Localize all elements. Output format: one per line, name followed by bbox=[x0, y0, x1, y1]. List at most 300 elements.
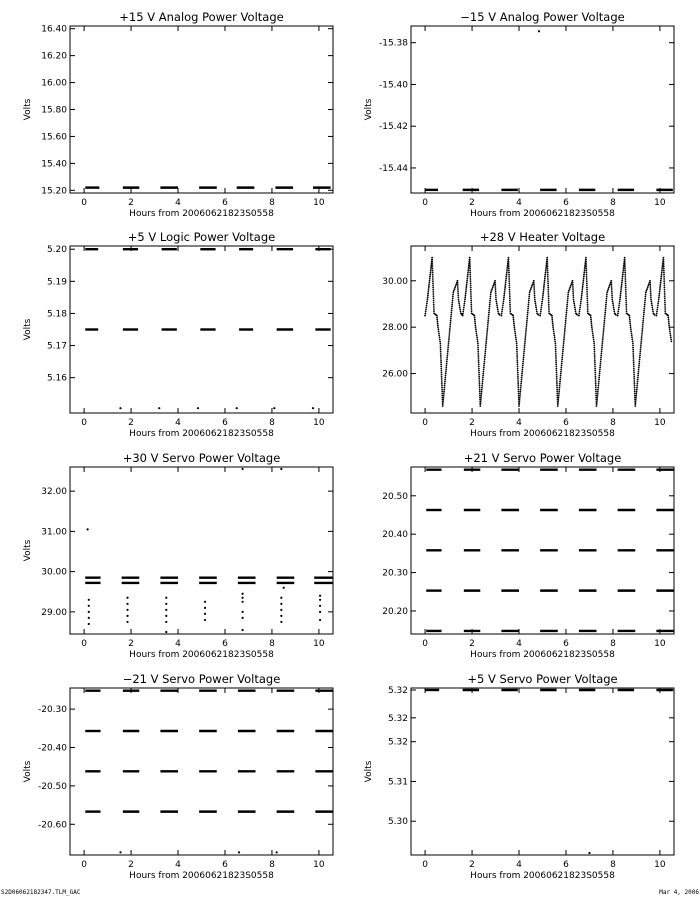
data-point bbox=[559, 381, 561, 383]
data-point bbox=[531, 285, 533, 287]
data-point bbox=[572, 288, 574, 290]
data-point bbox=[516, 359, 518, 361]
data-point bbox=[533, 286, 535, 288]
data-point bbox=[469, 267, 471, 269]
data-point bbox=[664, 310, 666, 312]
data-point bbox=[484, 350, 486, 352]
data-point bbox=[438, 334, 440, 336]
data-point bbox=[637, 377, 639, 379]
data-point bbox=[633, 370, 635, 372]
data-point bbox=[436, 315, 438, 317]
data-point bbox=[426, 300, 428, 302]
data-point bbox=[509, 300, 511, 302]
x-tick-label: 10 bbox=[313, 639, 325, 649]
data-point bbox=[551, 317, 553, 319]
data-point bbox=[604, 312, 606, 314]
data-point bbox=[241, 468, 243, 470]
data-point bbox=[425, 307, 427, 309]
data-point bbox=[578, 315, 580, 317]
data-point bbox=[445, 369, 447, 371]
data-point bbox=[450, 318, 452, 320]
x-tick-label: 4 bbox=[516, 860, 522, 870]
data-point bbox=[572, 296, 574, 298]
data-point bbox=[583, 274, 585, 276]
data-point bbox=[457, 290, 459, 292]
data-point bbox=[508, 282, 510, 284]
data-point bbox=[581, 293, 583, 295]
data-point bbox=[458, 300, 460, 302]
data-point bbox=[638, 365, 640, 367]
x-tick-label: 4 bbox=[175, 198, 181, 208]
data-point bbox=[650, 296, 652, 298]
data-point bbox=[518, 403, 520, 405]
data-point bbox=[631, 332, 633, 334]
data-point bbox=[566, 310, 568, 312]
data-point bbox=[556, 391, 558, 393]
data-point bbox=[663, 276, 665, 278]
y-axis-label: Volts bbox=[23, 760, 33, 783]
data-point bbox=[548, 304, 550, 306]
data-point bbox=[440, 361, 442, 363]
data-point bbox=[440, 345, 442, 347]
data-point bbox=[517, 386, 519, 388]
data-point bbox=[521, 377, 523, 379]
data-point bbox=[431, 263, 433, 265]
data-point bbox=[546, 257, 548, 259]
data-point bbox=[470, 278, 472, 280]
data-point bbox=[555, 357, 557, 359]
y-axis-label: Volts bbox=[364, 760, 374, 783]
data-point bbox=[517, 374, 519, 376]
data-point bbox=[543, 289, 545, 291]
data-point bbox=[446, 356, 448, 358]
data-point bbox=[487, 324, 489, 326]
x-tick-label: 0 bbox=[81, 860, 87, 870]
data-point bbox=[487, 318, 489, 320]
data-point bbox=[495, 290, 497, 292]
data-point bbox=[554, 340, 556, 342]
data-point bbox=[604, 316, 606, 318]
data-point bbox=[650, 298, 652, 300]
y-tick-label: -15.44 bbox=[378, 163, 408, 174]
data-point bbox=[582, 287, 584, 289]
data-point bbox=[547, 272, 549, 274]
data-point bbox=[489, 306, 491, 308]
data-point bbox=[565, 322, 567, 324]
data-point bbox=[441, 382, 443, 384]
y-tick-label: -15.40 bbox=[378, 80, 408, 91]
data-point bbox=[478, 361, 480, 363]
data-point bbox=[509, 304, 511, 306]
data-point bbox=[483, 369, 485, 371]
data-point bbox=[432, 285, 434, 287]
data-point bbox=[515, 340, 517, 342]
data-point bbox=[542, 295, 544, 297]
data-point bbox=[670, 340, 672, 342]
data-point bbox=[547, 289, 549, 291]
data-point bbox=[569, 287, 571, 289]
data-point bbox=[484, 360, 486, 362]
data-point bbox=[165, 597, 167, 599]
data-point bbox=[584, 268, 586, 270]
data-point bbox=[596, 399, 598, 401]
data-point bbox=[624, 267, 626, 269]
data-point bbox=[517, 368, 519, 370]
data-point bbox=[540, 307, 542, 309]
data-point bbox=[523, 356, 525, 358]
data-point bbox=[548, 295, 550, 297]
data-point bbox=[644, 302, 646, 304]
x-tick-label: 10 bbox=[654, 639, 666, 649]
data-point bbox=[664, 300, 666, 302]
data-point bbox=[509, 310, 511, 312]
data-point bbox=[478, 380, 480, 382]
data-point bbox=[563, 344, 565, 346]
data-point bbox=[631, 338, 633, 340]
data-point bbox=[465, 289, 467, 291]
data-point bbox=[440, 359, 442, 361]
data-point bbox=[556, 380, 558, 382]
data-point bbox=[583, 278, 585, 280]
data-point bbox=[319, 619, 321, 621]
data-point bbox=[504, 289, 506, 291]
data-point bbox=[481, 389, 483, 391]
data-point bbox=[535, 306, 537, 308]
data-point bbox=[165, 631, 167, 633]
data-point bbox=[633, 361, 635, 363]
data-point bbox=[661, 268, 663, 270]
x-tick-label: 2 bbox=[128, 418, 134, 428]
data-point bbox=[601, 352, 603, 354]
data-point bbox=[501, 309, 503, 311]
data-point bbox=[517, 363, 519, 365]
data-point bbox=[604, 314, 606, 316]
data-point bbox=[457, 294, 459, 296]
data-point bbox=[582, 281, 584, 283]
data-point bbox=[635, 403, 637, 405]
data-point bbox=[480, 399, 482, 401]
data-point bbox=[660, 283, 662, 285]
data-point bbox=[457, 280, 459, 282]
data-point bbox=[596, 405, 598, 407]
data-point bbox=[432, 267, 434, 269]
data-point bbox=[636, 391, 638, 393]
data-point bbox=[312, 407, 314, 409]
data-point bbox=[663, 263, 665, 265]
data-point bbox=[664, 302, 666, 304]
data-point bbox=[485, 344, 487, 346]
data-point bbox=[606, 294, 608, 296]
y-tick-label: 20.50 bbox=[382, 491, 408, 502]
data-point bbox=[625, 291, 627, 293]
data-point bbox=[542, 297, 544, 299]
data-point bbox=[663, 280, 665, 282]
data-point bbox=[496, 306, 498, 308]
data-point bbox=[438, 332, 440, 334]
data-point bbox=[639, 352, 641, 354]
data-point bbox=[625, 287, 627, 289]
data-point bbox=[497, 308, 499, 310]
data-point bbox=[524, 338, 526, 340]
data-point bbox=[470, 306, 472, 308]
data-point bbox=[442, 401, 444, 403]
data-point bbox=[591, 328, 593, 330]
data-point bbox=[639, 358, 641, 360]
data-point bbox=[656, 309, 658, 311]
data-point bbox=[476, 336, 478, 338]
data-point bbox=[534, 294, 536, 296]
data-point bbox=[438, 330, 440, 332]
data-point bbox=[484, 354, 486, 356]
data-point bbox=[602, 332, 604, 334]
data-point bbox=[645, 294, 647, 296]
data-point bbox=[505, 278, 507, 280]
data-point bbox=[478, 359, 480, 361]
data-point bbox=[505, 276, 507, 278]
data-point bbox=[591, 326, 593, 328]
data-point bbox=[513, 326, 515, 328]
data-point bbox=[440, 370, 442, 372]
data-point bbox=[433, 300, 435, 302]
data-point bbox=[465, 287, 467, 289]
data-point bbox=[555, 361, 557, 363]
data-point bbox=[517, 370, 519, 372]
data-point bbox=[625, 297, 627, 299]
data-point bbox=[623, 268, 625, 270]
data-point bbox=[565, 318, 567, 320]
x-tick-label: 0 bbox=[422, 418, 428, 428]
x-tick-label: 6 bbox=[563, 198, 569, 208]
data-point bbox=[509, 297, 511, 299]
data-point bbox=[639, 360, 641, 362]
data-point bbox=[534, 296, 536, 298]
data-point bbox=[479, 388, 481, 390]
chart-panel bbox=[364, 10, 674, 219]
data-point bbox=[572, 280, 574, 282]
data-point bbox=[519, 395, 521, 397]
data-point bbox=[574, 306, 576, 308]
data-point bbox=[547, 282, 549, 284]
x-tick-label: 8 bbox=[269, 198, 275, 208]
data-point bbox=[470, 295, 472, 297]
data-point bbox=[661, 274, 663, 276]
data-point bbox=[649, 284, 651, 286]
chart-title: +5 V Servo Power Voltage bbox=[467, 672, 618, 686]
data-point bbox=[597, 393, 599, 395]
data-point bbox=[602, 334, 604, 336]
data-point bbox=[452, 296, 454, 298]
data-point bbox=[432, 274, 434, 276]
data-point bbox=[447, 352, 449, 354]
x-tick-label: 2 bbox=[469, 860, 475, 870]
data-point bbox=[478, 374, 480, 376]
data-point bbox=[512, 315, 514, 317]
data-point bbox=[428, 281, 430, 283]
y-tick-label: 5.30 bbox=[387, 817, 408, 828]
data-point bbox=[516, 355, 518, 357]
x-tick-label: 2 bbox=[469, 639, 475, 649]
data-point bbox=[442, 405, 444, 407]
data-point bbox=[592, 336, 594, 338]
data-point bbox=[440, 353, 442, 355]
data-point bbox=[508, 265, 510, 267]
data-point bbox=[445, 371, 447, 373]
data-point bbox=[644, 304, 646, 306]
data-point bbox=[502, 305, 504, 307]
data-point bbox=[450, 314, 452, 316]
data-point bbox=[552, 322, 554, 324]
data-point bbox=[508, 274, 510, 276]
data-point bbox=[506, 270, 508, 272]
data-point bbox=[495, 294, 497, 296]
data-point bbox=[585, 261, 587, 263]
data-point bbox=[633, 380, 635, 382]
data-point bbox=[599, 369, 601, 371]
x-tick-label: 6 bbox=[222, 198, 228, 208]
data-point bbox=[569, 288, 571, 290]
data-point bbox=[437, 320, 439, 322]
data-point bbox=[605, 306, 607, 308]
data-point bbox=[546, 261, 548, 263]
data-point bbox=[586, 287, 588, 289]
data-point bbox=[508, 280, 510, 282]
data-point bbox=[603, 324, 605, 326]
data-point bbox=[659, 291, 661, 293]
data-point bbox=[463, 307, 465, 309]
y-tick-label: 16.00 bbox=[41, 78, 67, 89]
data-point bbox=[462, 313, 464, 315]
data-point bbox=[586, 300, 588, 302]
data-point bbox=[521, 379, 523, 381]
data-point bbox=[424, 315, 426, 317]
data-point bbox=[635, 401, 637, 403]
data-point bbox=[594, 355, 596, 357]
data-point bbox=[440, 363, 442, 365]
data-point bbox=[581, 291, 583, 293]
x-axis-label: Hours from 20060621823S0558 bbox=[470, 871, 615, 881]
data-point bbox=[663, 259, 665, 261]
data-point bbox=[449, 328, 451, 330]
data-point bbox=[427, 291, 429, 293]
data-point bbox=[280, 468, 282, 470]
data-point bbox=[481, 391, 483, 393]
data-point bbox=[442, 399, 444, 401]
data-point bbox=[504, 285, 506, 287]
data-point bbox=[470, 280, 472, 282]
data-point bbox=[593, 338, 595, 340]
data-point bbox=[519, 399, 521, 401]
data-point bbox=[444, 381, 446, 383]
data-point bbox=[476, 332, 478, 334]
data-point bbox=[625, 278, 627, 280]
data-point bbox=[620, 291, 622, 293]
data-point bbox=[467, 274, 469, 276]
data-point bbox=[241, 617, 243, 619]
data-point bbox=[663, 267, 665, 269]
data-point bbox=[273, 407, 275, 409]
data-point bbox=[509, 287, 511, 289]
data-point bbox=[642, 318, 644, 320]
data-point bbox=[481, 387, 483, 389]
data-point bbox=[670, 338, 672, 340]
data-point bbox=[481, 383, 483, 385]
data-point bbox=[625, 302, 627, 304]
data-point bbox=[626, 310, 628, 312]
data-point bbox=[433, 297, 435, 299]
x-tick-label: 10 bbox=[654, 860, 666, 870]
data-point bbox=[508, 261, 510, 263]
data-point bbox=[632, 355, 634, 357]
data-point bbox=[601, 350, 603, 352]
data-point bbox=[593, 345, 595, 347]
data-point bbox=[586, 295, 588, 297]
data-point bbox=[439, 336, 441, 338]
data-point bbox=[475, 330, 477, 332]
data-point bbox=[476, 334, 478, 336]
data-point bbox=[466, 278, 468, 280]
data-point bbox=[471, 308, 473, 310]
data-point bbox=[606, 298, 608, 300]
data-point bbox=[495, 298, 497, 300]
x-tick-label: 0 bbox=[422, 198, 428, 208]
y-tick-label: -20.40 bbox=[37, 743, 67, 754]
data-point bbox=[517, 388, 519, 390]
data-point bbox=[432, 289, 434, 291]
data-point bbox=[591, 324, 593, 326]
data-point bbox=[204, 613, 206, 615]
data-point bbox=[440, 351, 442, 353]
data-point bbox=[446, 358, 448, 360]
chart-title: −21 V Servo Power Voltage bbox=[122, 672, 281, 686]
data-point bbox=[480, 401, 482, 403]
data-point bbox=[563, 334, 565, 336]
x-tick-label: 4 bbox=[175, 418, 181, 428]
data-point bbox=[551, 319, 553, 321]
data-point bbox=[440, 355, 442, 357]
data-point bbox=[637, 379, 639, 381]
data-point bbox=[440, 365, 442, 367]
data-point bbox=[469, 272, 471, 274]
data-point bbox=[527, 308, 529, 310]
data-point bbox=[427, 295, 429, 297]
data-point bbox=[615, 314, 617, 316]
data-point bbox=[633, 368, 635, 370]
data-point bbox=[439, 340, 441, 342]
data-point bbox=[280, 603, 282, 605]
data-point bbox=[158, 407, 160, 409]
data-point bbox=[554, 336, 556, 338]
data-point bbox=[450, 322, 452, 324]
data-point bbox=[474, 319, 476, 321]
x-tick-label: 8 bbox=[610, 860, 616, 870]
data-point bbox=[639, 354, 641, 356]
data-point bbox=[319, 595, 321, 597]
data-point bbox=[560, 367, 562, 369]
data-point bbox=[476, 338, 478, 340]
data-point bbox=[573, 298, 575, 300]
data-point bbox=[593, 343, 595, 345]
x-tick-label: 6 bbox=[222, 860, 228, 870]
data-point bbox=[545, 270, 547, 272]
data-point bbox=[528, 294, 530, 296]
data-point bbox=[558, 397, 560, 399]
data-point bbox=[471, 310, 473, 312]
data-point bbox=[530, 288, 532, 290]
data-point bbox=[483, 365, 485, 367]
data-point bbox=[517, 380, 519, 382]
data-point bbox=[477, 345, 479, 347]
data-point bbox=[613, 310, 615, 312]
